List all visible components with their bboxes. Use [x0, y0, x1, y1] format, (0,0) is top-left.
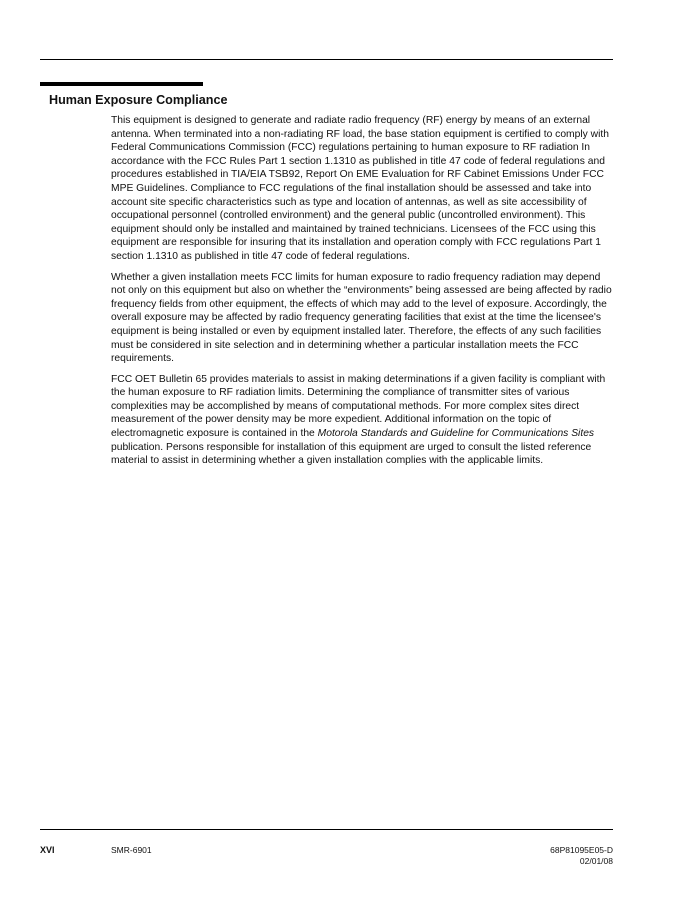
body-text [111, 114, 614, 475]
paragraph-1: This equipment is designed to generate and radiate radio frequency (RF) energy by means of an external antenna. When terminated into a non-radiating RF load, the base station equipment is certified to comply with Federal Communications Commission (FCC) regulations pertaining to human exposure to RF radiation In accordance with the FCC Rules Part 1 section 1.1310 as published in title 47 code of federal regulations and procedures established in TIA/EIA TSB92, Report On EME Evaluation for RF Cabinet Emissions Under FCC MPE Guidelines. Compliance to FCC regulations of the final installation should be assessed and take into account site specific characteristics such as type and location of antennas, as well as site accessibility of occupational personnel (controlled environment) and the general public (uncontrolled environment). This equipment should only be installed and maintained by trained technicians. Licensees of the FCC using this equipment are responsible for insuring that its installation and operation comply with FCC regulations Part 1 section 1.1310 as published in title 47 code of federal regulations. [111, 115, 609, 262]
heading-bar [40, 82, 203, 86]
bottom-rule [40, 829, 613, 830]
paragraph-3-part-1: FCC OET Bulletin 65 provides materials to assist in making determinations if a given facility is compliant with the human exposure to RF radiation limits. Determining the compliance of transmitter sites of various complexities may be accomplished by means of computational methods. For more complex sites direct measurement of the power density may be more expedient. Additional information on the topic of electromagnetic exposure is contained in the [111, 373, 606, 440]
footer-part-number: 68P81095E05-D [550, 845, 613, 855]
paragraph-2: Whether a given installation meets FCC limits for human exposure to radio frequency radiation may depend not only on this equipment but also on whether the “environments” being assessed are being affected by radio frequency fields from other equipment, the effects of which may add to the level of exposure. Accordingly, the overall exposure may be affected by radio frequency generating facilities that exist at the time the licensee's equipment is being installed or even by equipment installed later. Therefore, the effects of any such facilities must be considered in site selection and in determining whether a particular installation meets the FCC requirements. [111, 271, 612, 365]
reference-title: Motorola Standards and Guideline for Communications Sites [317, 428, 595, 440]
footer-date: 02/01/08 [579, 856, 613, 866]
footer-page-number: XVI [40, 845, 55, 855]
paragraph-3-part-2: publication. Persons responsible for installation of this equipment are urged to consult the listed reference material to assist in determining whether a given installation complies with the applicable limits. [111, 441, 592, 467]
footer-right [550, 845, 613, 867]
paragraph-3 [111, 373, 614, 468]
footer-doc-name: SMR-6901 [111, 845, 152, 855]
top-rule [40, 59, 613, 60]
section-heading: Human Exposure Compliance [49, 93, 228, 107]
